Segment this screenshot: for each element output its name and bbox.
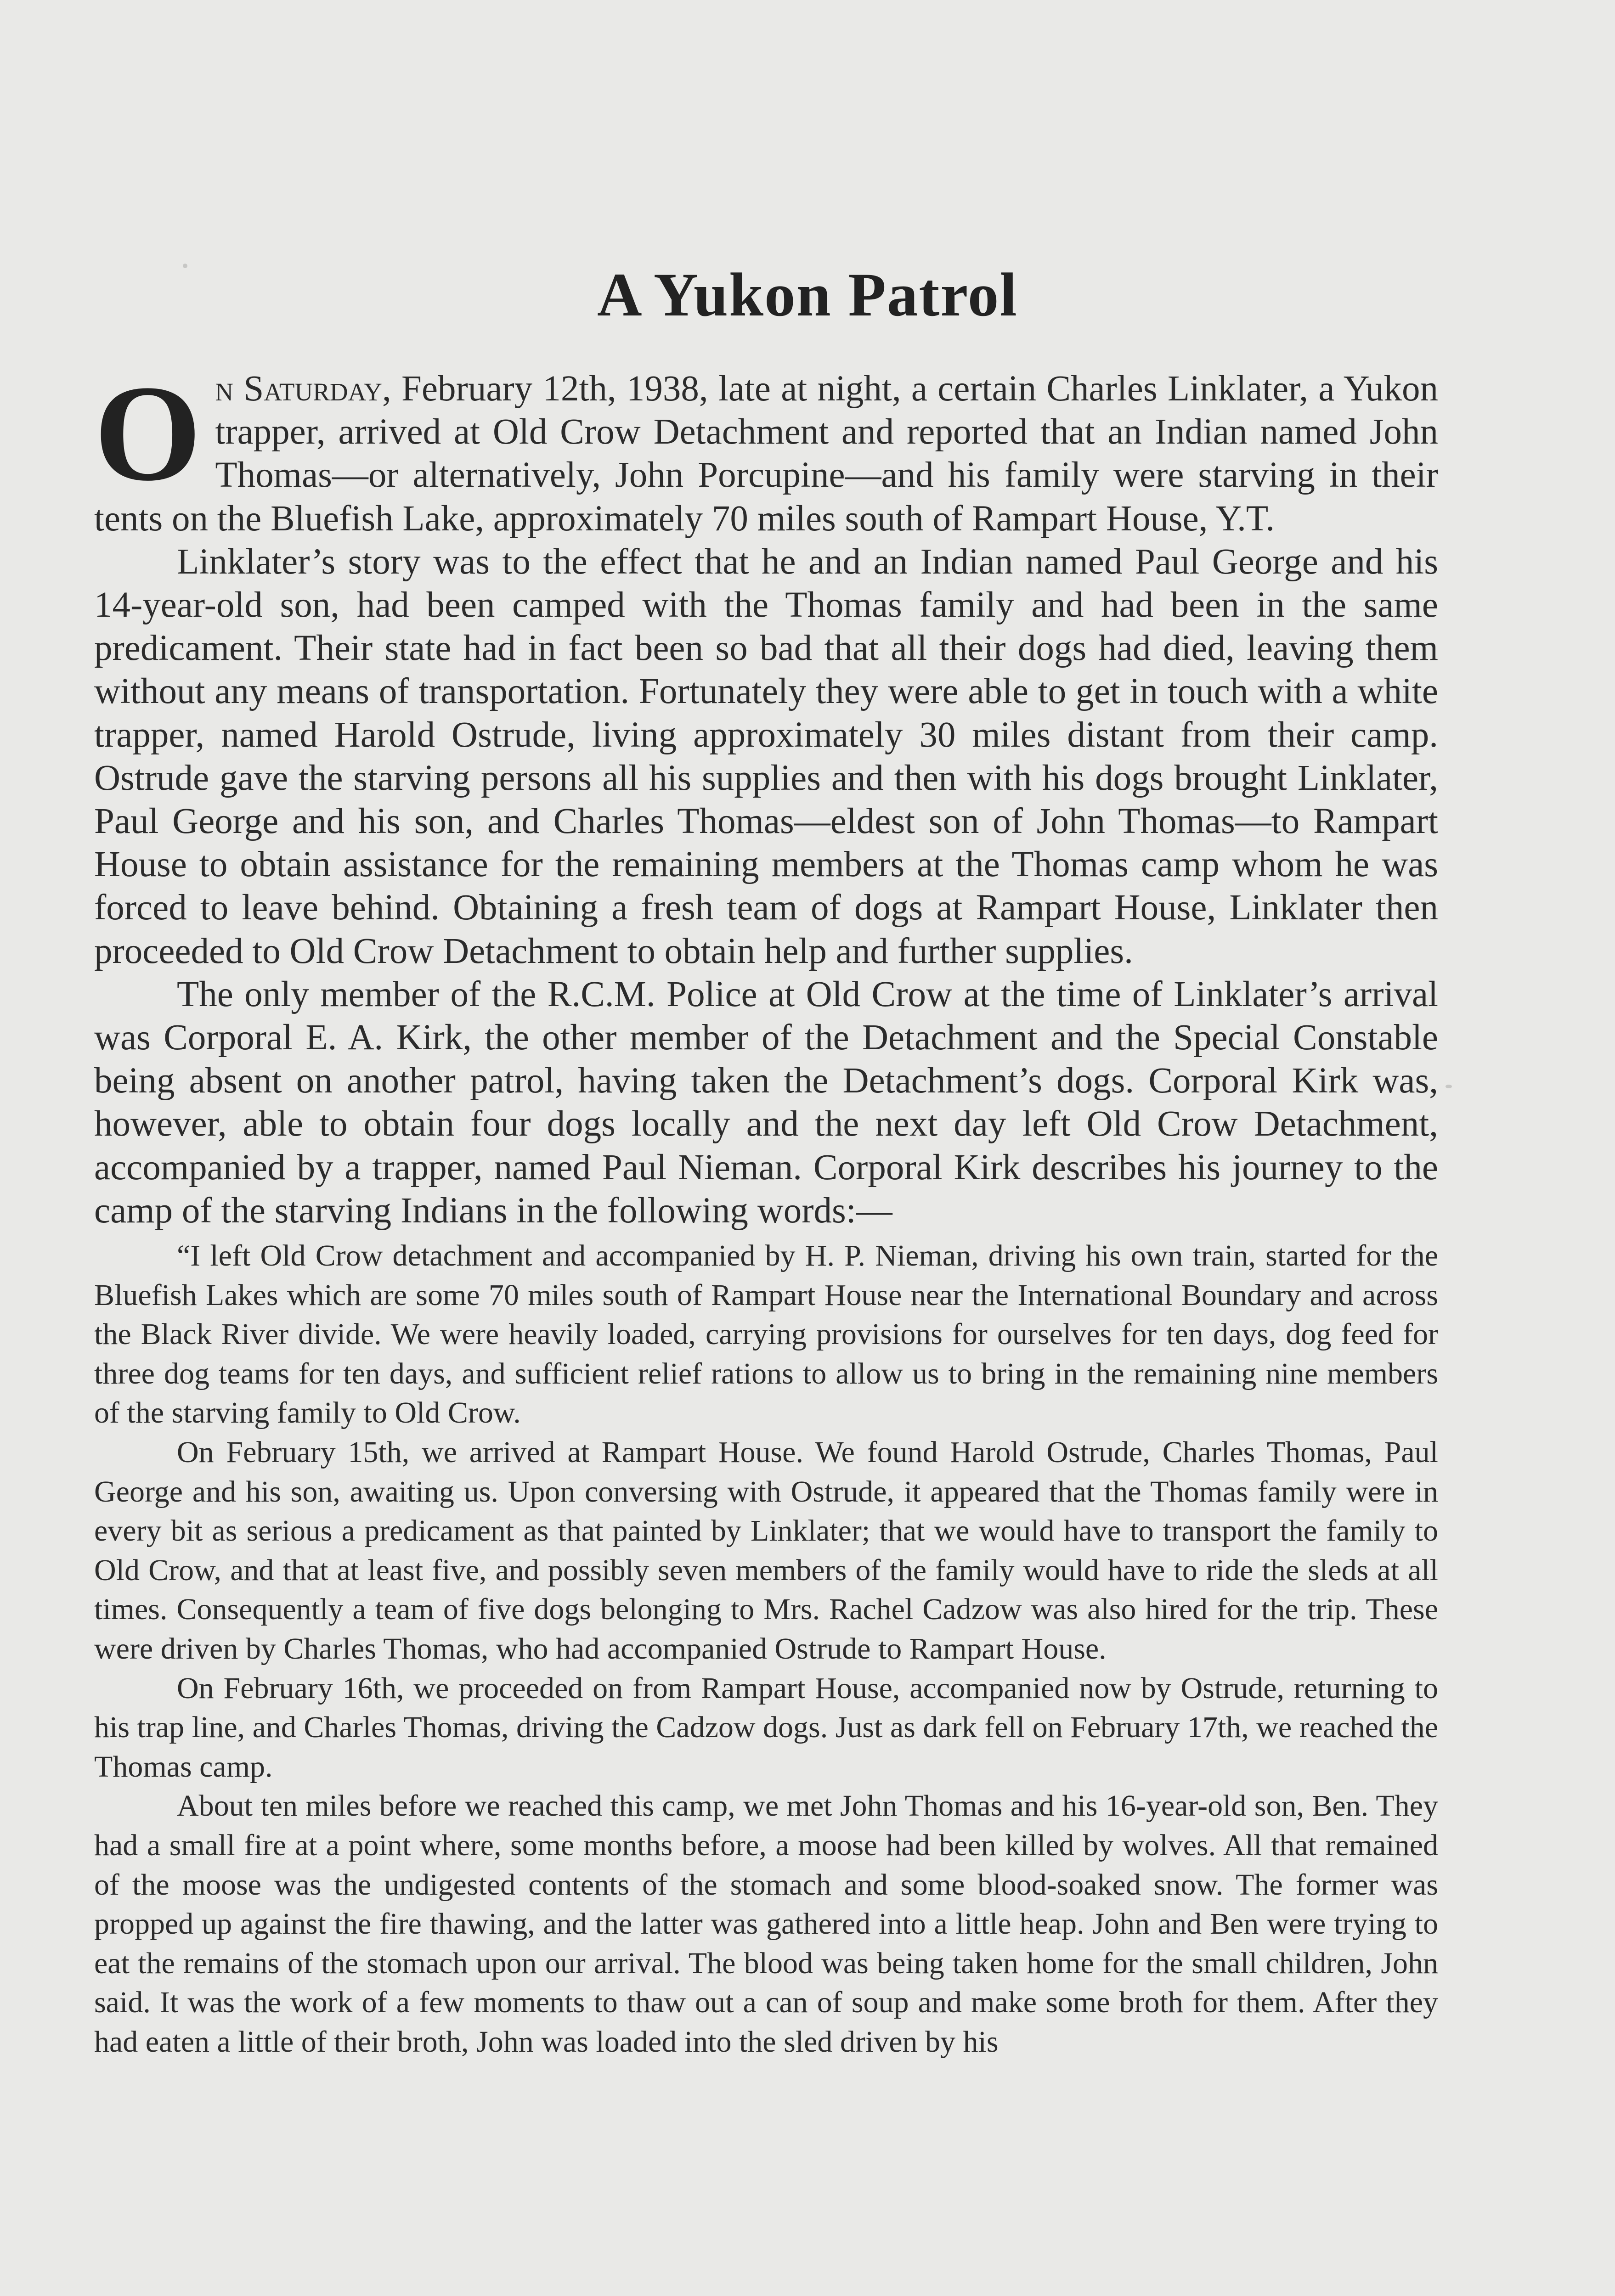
quote-paragraph: “I left Old Crow detachment and accompanied by H. P. Nieman, driving his own train, started for the Bluefish Lakes which are some 70 miles south of Rampart House near the International Boundary and across the Black River divide. We were heavily loaded, carrying provisions for ourselves for ten days, dog feed for three dog teams for ten days, and sufficient relief rations to allow us to bring in the remaining nine members of the starving family to Old Crow. bbox=[94, 1239, 1438, 1430]
quote-paragraph: About ten miles before we reached this camp, we met John Thomas and his 16-year-old son, Ben. They had a small fire at a point where, some months before, a moose had been killed by wolves. All that remained of the moose was the undigested contents of the stomach and some blood-soaked snow. The former was propped up against the fire thawing, and the latter was gathered into a little heap. John and Ben were trying to eat the remains of the stomach upon our arrival. The blood was being taken home for the small children, John said. It was the work of a few moments to thaw out a can of soup and make some broth for them. After they had eaten a little of their broth, John was loaded into the sled driven by his bbox=[94, 1789, 1438, 2059]
main-text bbox=[94, 357, 1438, 1232]
opening-text: February 12th, 1938, late at night, a certain Charles Linklater, a Yukon trapper, arrived at Old Crow Detachment and reported that an Indian named John Thomas—or alternatively, John Porcupine—and his family were starving in their tents on the Bluefish Lake, approximately 70 miles south of Rampart House, Y.T. bbox=[94, 369, 1438, 539]
paragraph: Linklater’s story was to the effect that he and an Indian named Paul George and his 14-year-old son, had been camped with the Thomas family and had been in the same predicament. Their state had in fact been so bad that all their dogs had died, leaving them without any means of transportation. Fortunately they were able to get in touch with a white trapper, named Harold Ostrude, living approximately 30 miles distant from their camp. Ostrude gave the starving persons all his supplies and then with his dogs brought Linklater, Paul George and his son, and Charles Thomas—eldest son of John Thomas—to Rampart House to obtain assistance for the remaining members at the Thomas camp whom he was forced to leave behind. Obtaining a fresh team of dogs at Rampart House, Linklater then proceeded to Old Crow Detachment to obtain help and further supplies. bbox=[94, 541, 1438, 971]
page-title: A Yukon Patrol bbox=[597, 261, 1018, 329]
opening-paragraph bbox=[94, 357, 1438, 540]
drop-cap: O bbox=[94, 357, 202, 509]
quote-paragraph: On February 15th, we arrived at Rampart House. We found Harold Ostrude, Charles Thomas, Paul George and his son, awaiting us. Upon conversing with Ostrude, it appeared that the Thomas family were in every bit as serious a predicament as that painted by Linklater; that we would have to transport the family to Old Crow, and that at least five, and possibly seven members of the family would have to ride the sleds at all times. Consequently a team of five dogs belonging to Mrs. Rachel Cadzow was also hired for the trip. These were driven by Charles Thomas, who had accompanied Ostrude to Rampart House. bbox=[94, 1435, 1438, 1666]
quoted-report bbox=[94, 1236, 1438, 2061]
article-body bbox=[94, 357, 1438, 2062]
paper-speck bbox=[1446, 1085, 1452, 1088]
paragraph: The only member of the R.C.M. Police at Old Crow at the time of Linklater’s arrival was Corporal E. A. Kirk, the other member of the Detachment and the Special Constable being absent on another patrol, having taken the Detachment’s dogs. Corporal Kirk was, however, able to obtain four dogs locally and the next day left Old Crow Detachment, accompanied by a trapper, named Paul Nieman. Corporal Kirk describes his journey to the camp of the starving Indians in the following words:— bbox=[94, 974, 1438, 1231]
quote-paragraph: On February 16th, we proceeded on from Rampart House, accompanied now by Ostrude, returning to his trap line, and Charles Thomas, driving the Cadzow dogs. Just as dark fell on February 17th, we reached the Thomas camp. bbox=[94, 1671, 1438, 1784]
opening-smallcaps: n Saturday, bbox=[215, 369, 391, 409]
